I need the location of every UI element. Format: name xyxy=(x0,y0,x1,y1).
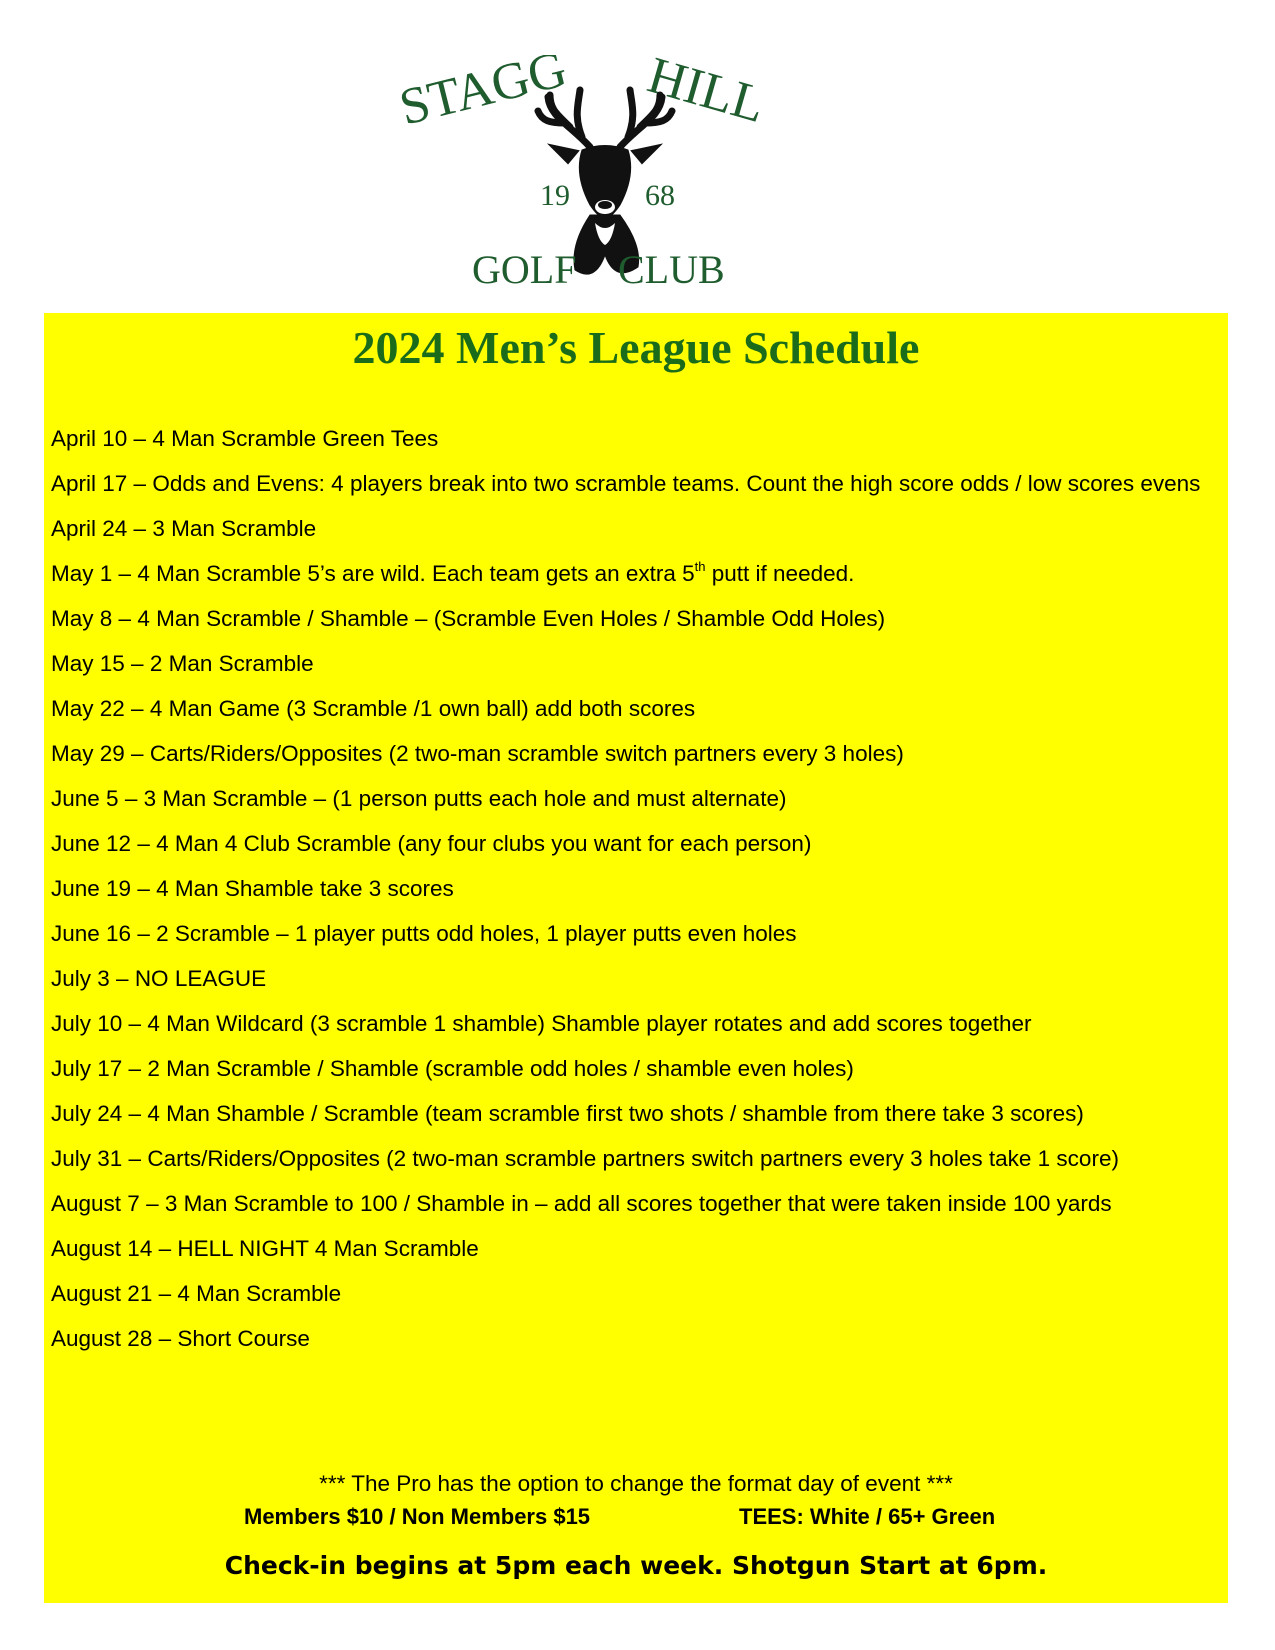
schedule-description: 2 Man Scramble / Shamble (scramble odd holes / shamble even holes) xyxy=(147,1056,854,1081)
schedule-separator: – xyxy=(127,471,153,496)
schedule-date: April 17 xyxy=(51,471,128,496)
schedule-separator: – xyxy=(122,1101,148,1126)
schedule-separator: – xyxy=(127,516,153,541)
schedule-separator: – xyxy=(131,876,157,901)
schedule-separator: – xyxy=(112,561,138,586)
schedule-item xyxy=(51,963,1211,994)
schedule-item xyxy=(51,603,1211,634)
ordinal-suffix: th xyxy=(694,559,706,574)
schedule-separator: – xyxy=(131,831,157,856)
schedule-description: NO LEAGUE xyxy=(134,966,267,991)
schedule-item xyxy=(51,1323,1211,1354)
schedule-date: May 15 xyxy=(51,651,125,676)
logo-year-right: 68 xyxy=(645,179,675,212)
schedule-item xyxy=(51,648,1211,679)
schedule-separator: – xyxy=(124,696,150,721)
schedule-item xyxy=(51,693,1211,724)
checkin-text: Check-in begins at 5pm each week. Shotgun Start at 6pm. xyxy=(224,1551,1048,1580)
schedule-date: May 29 xyxy=(51,741,125,766)
logo-word-golf: GOLF xyxy=(472,247,577,292)
schedule-description: 4 Man Game (3 Scramble /1 own ball) add both scores xyxy=(149,696,696,721)
schedule-description: 4 Man Shamble take 3 scores xyxy=(156,876,454,901)
schedule-description: 4 Man Scramble 5’s are wild. Each team gets an extra 5 xyxy=(137,561,695,586)
page-title: 2024 Men’s League Schedule xyxy=(352,322,920,373)
schedule-date: April 10 xyxy=(51,426,128,451)
schedule-description: 2 Man Scramble xyxy=(149,651,314,676)
schedule-date: July 17 xyxy=(51,1056,123,1081)
schedule-separator: – xyxy=(122,1056,148,1081)
schedule-description: 3 Man Scramble to 100 / Shamble in – add all scores together that were taken inside 100 yards xyxy=(164,1191,1112,1216)
schedule-item xyxy=(51,918,1211,949)
schedule-item xyxy=(51,1188,1211,1219)
fees-text: Members $10 / Non Members $15 xyxy=(244,1504,591,1529)
schedule-separator: – xyxy=(124,651,150,676)
schedule-description: 4 Man Scramble xyxy=(177,1281,342,1306)
schedule-description: Short Course xyxy=(177,1326,310,1351)
schedule-item xyxy=(51,738,1211,769)
schedule-date: June 5 xyxy=(51,786,119,811)
schedule-date: June 12 xyxy=(51,831,132,856)
schedule-date: July 3 xyxy=(51,966,110,991)
schedule-date: June 19 xyxy=(51,876,132,901)
schedule-description: 3 Man Scramble – (1 person putts each hole and must alternate) xyxy=(143,786,787,811)
schedule-item xyxy=(51,1233,1211,1264)
schedule-description: 4 Man Scramble Green Tees xyxy=(152,426,439,451)
schedule-description-cont: putt if needed. xyxy=(705,561,855,586)
schedule-separator: – xyxy=(118,786,144,811)
schedule-date: August 28 xyxy=(51,1326,153,1351)
schedule-description: 4 Man Wildcard (3 scramble 1 shamble) Shamble player rotates and add scores together xyxy=(147,1011,1032,1036)
logo-word-hill: HILL xyxy=(641,55,772,135)
schedule-item xyxy=(51,783,1211,814)
tees-text: TEES: White / 65+ Green xyxy=(739,1504,996,1529)
schedule-description: Carts/Riders/Opposites (2 two-man scramble switch partners every 3 holes) xyxy=(149,741,904,766)
schedule-list xyxy=(51,423,1211,1368)
schedule-description: 4 Man 4 Club Scramble (any four clubs you want for each person) xyxy=(156,831,812,856)
schedule-separator: – xyxy=(131,921,157,946)
club-logo xyxy=(400,55,820,295)
schedule-item xyxy=(51,1143,1211,1174)
schedule-separator: – xyxy=(127,426,153,451)
schedule-description: 3 Man Scramble xyxy=(152,516,317,541)
schedule-item xyxy=(51,558,1211,589)
schedule-panel xyxy=(44,313,1228,1603)
schedule-description: Odds and Evens: 4 players break into two scramble teams. Count the high score odds / low scores evens xyxy=(152,471,1201,496)
schedule-description: Carts/Riders/Opposites (2 two-man scramble partners switch partners every 3 holes take 1 score) xyxy=(147,1146,1119,1171)
schedule-date: May 22 xyxy=(51,696,125,721)
schedule-date: July 10 xyxy=(51,1011,123,1036)
schedule-description: 2 Scramble – 1 player putts odd holes, 1 player putts even holes xyxy=(156,921,797,946)
schedule-separator: – xyxy=(124,741,150,766)
schedule-separator: – xyxy=(112,606,138,631)
schedule-item xyxy=(51,1278,1211,1309)
schedule-item xyxy=(51,828,1211,859)
logo-year-left: 19 xyxy=(540,179,570,212)
schedule-date: August 14 xyxy=(51,1236,153,1261)
format-note: *** The Pro has the option to change the format day of event *** xyxy=(319,1471,953,1496)
schedule-date: May 8 xyxy=(51,606,113,631)
schedule-separator: – xyxy=(109,966,135,991)
schedule-date: April 24 xyxy=(51,516,128,541)
schedule-separator: – xyxy=(122,1011,148,1036)
schedule-item xyxy=(51,1098,1211,1129)
schedule-item xyxy=(51,423,1211,454)
schedule-date: June 16 xyxy=(51,921,132,946)
schedule-separator: – xyxy=(152,1236,178,1261)
schedule-item xyxy=(51,873,1211,904)
schedule-separator: – xyxy=(152,1281,178,1306)
schedule-description: 4 Man Scramble / Shamble – (Scramble Even Holes / Shamble Odd Holes) xyxy=(137,606,886,631)
schedule-description: 4 Man Shamble / Scramble (team scramble first two shots / shamble from there take 3 scores) xyxy=(147,1101,1084,1126)
logo-word-club: CLUB xyxy=(618,247,725,292)
schedule-separator: – xyxy=(122,1146,148,1171)
schedule-separator: – xyxy=(152,1326,178,1351)
schedule-item xyxy=(51,1008,1211,1039)
schedule-date: August 7 xyxy=(51,1191,140,1216)
schedule-date: July 24 xyxy=(51,1101,123,1126)
schedule-separator: – xyxy=(139,1191,165,1216)
logo-word-stagg: STAGG xyxy=(400,55,573,137)
schedule-item xyxy=(51,513,1211,544)
schedule-date: July 31 xyxy=(51,1146,123,1171)
schedule-item xyxy=(51,468,1211,499)
schedule-description: HELL NIGHT 4 Man Scramble xyxy=(177,1236,479,1261)
schedule-date: May 1 xyxy=(51,561,113,586)
schedule-item xyxy=(51,1053,1211,1084)
schedule-date: August 21 xyxy=(51,1281,153,1306)
